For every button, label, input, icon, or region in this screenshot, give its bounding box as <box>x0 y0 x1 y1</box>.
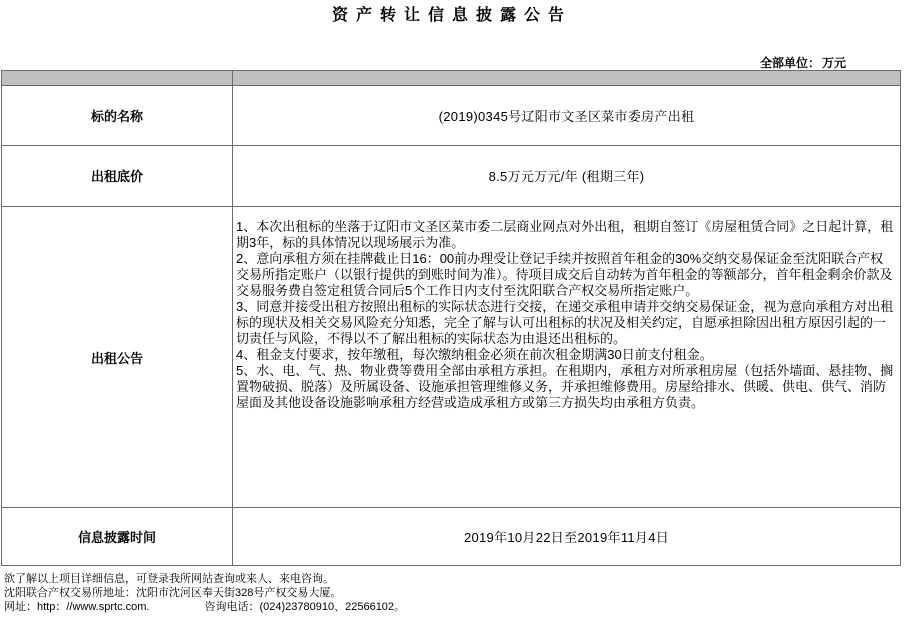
notice-paragraph-5: 5、水、电、气、热、物业费等费用全部由承租方承担。在租期内，承租方对所承租房屋（包括外墙面、悬挂物、搁置物破损、脱落）及所属设备、设施承担管理维修义务，并承担维修费用。房屋给排水、供暖、供电、供气、消防屋面及其他设备设施影响承租方经营或造成承租方或第三方损失均由承租方负责。 <box>236 363 894 411</box>
unit-note <box>760 54 846 71</box>
footer-line-2: 沈阳联合产权交易所地址：沈阳市沈河区奉天街328号产权交易大厦。 <box>4 587 342 599</box>
info-table <box>1 70 901 566</box>
subject-value: (2019)0345号辽阳市文圣区菜市委房产出租 <box>233 86 901 145</box>
notice-paragraph-2: 2、意向承租方须在挂牌截止日16：00前办理受让登记手续并按照首年租金的30%交纳交易保证金至沈阳联合产权交易所指定账户（以银行提供的到账时间为准）。待项目成交后自动转为首年租金的等额部分，首年租金剩余价款及交易服务费自签定租赁合同后5个工作日内支付至沈阳联合产权交易所指定账户。 <box>236 251 893 299</box>
footer-phone: 咨询电话：(024)23780910、22566102。 <box>204 601 406 613</box>
notice-row <box>2 207 901 508</box>
page-title: 资产转让信息披露公告 <box>331 7 572 24</box>
footer-line-3 <box>4 600 405 614</box>
footer-website[interactable]: 网址：http：//www.sprtc.com. <box>4 601 150 613</box>
notice-label: 出租公告 <box>2 207 233 508</box>
subject-label: 标的名称 <box>2 86 233 145</box>
unit-label: 全部单位： <box>759 56 820 70</box>
subject-row <box>2 86 901 145</box>
price-value: 8.5万元万元/年 (租期三年) <box>233 145 901 206</box>
table-header-row <box>2 71 901 86</box>
notice-paragraph-4: 4、租金支付要求，按年缴租，每次缴纳租金必须在前次租金期满30日前支付租金。 <box>236 347 713 363</box>
footer <box>4 572 405 614</box>
notice-paragraph-1: 1、本次出租标的坐落于辽阳市文圣区菜市委二层商业网点对外出租，租期自签订《房屋租赁合同》之日起计算，租期3年，标的具体情况以现场展示为准。 <box>236 219 894 251</box>
period-row <box>2 508 901 566</box>
unit-value: 万元 <box>821 56 846 70</box>
period-label: 信息披露时间 <box>2 508 233 566</box>
period-value: 2019年10月22日至2019年11月4日 <box>233 508 901 566</box>
notice-content <box>233 207 901 508</box>
notice-paragraph-3: 3、同意并接受出租方按照出租标的实际状态进行交接，在递交承租申请并交纳交易保证金，视为意向承租方对出租标的现状及相关交易风险充分知悉，完全了解与认可出租标的状况及相关约定，自愿承担除因出租方原因引起的一切责任与风险，不得以不了解出租标的实际状态为由退还出租标的。 <box>236 299 894 347</box>
price-row <box>2 145 901 206</box>
price-label: 出租底价 <box>2 145 233 206</box>
header-cell-left <box>2 71 233 86</box>
footer-line-1: 欲了解以上项目详细信息，可登录我所网站查询或来人、来电咨询。 <box>4 573 334 585</box>
header-cell-right <box>233 71 901 86</box>
